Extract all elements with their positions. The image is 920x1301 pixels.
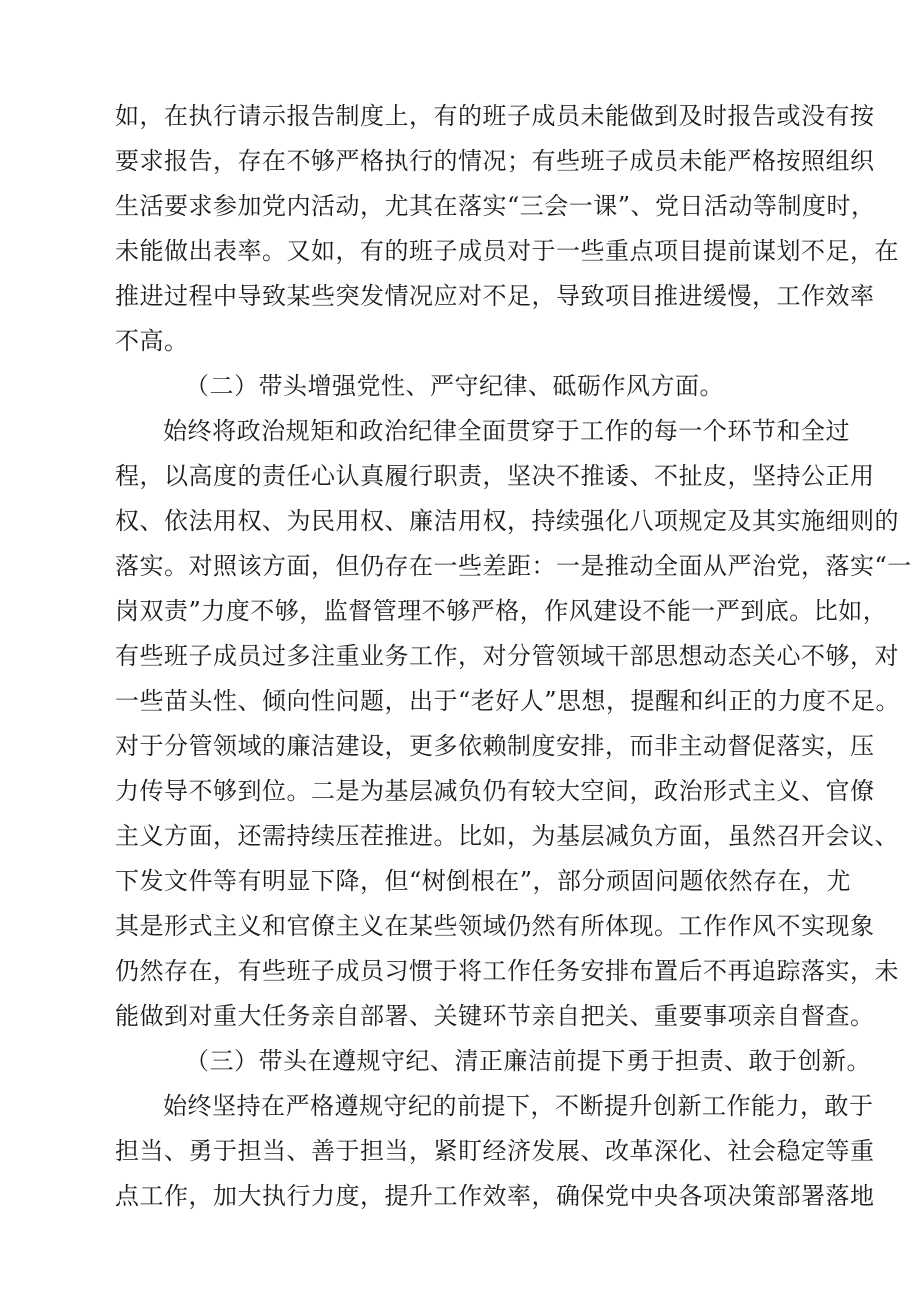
- text-line: 能做到对重大任务亲自部署、关键环节亲自把关、重要事项亲自督查。: [115, 1002, 875, 1030]
- section-heading-2: （二）带头增强党性、严守纪律、砥砺作风方面。: [185, 372, 724, 400]
- text-line: 力传导不够到位。二是为基层减负仍有较大空间，政治形式主义、官僚: [115, 777, 875, 805]
- text-line: 程，以高度的责任心认真履行职责，坚决不推诿、不扯皮，坚持公正用: [115, 462, 875, 490]
- text-line: 岗双责”力度不够，监督管理不够严格，作风建设不能一严到底。比如，: [115, 597, 888, 625]
- text-line: 权、依法用权、为民用权、廉洁用权，持续强化八项规定及其实施细则的: [115, 507, 899, 535]
- text-line: 点工作，加大执行力度，提升工作效率，确保党中央各项决策部署落地: [115, 1182, 875, 1210]
- text-line: 仍然存在，有些班子成员习惯于将工作任务安排布置后不再追踪落实，未: [115, 957, 899, 985]
- text-line: 其是形式主义和官僚主义在某些领域仍然有所体现。工作作风不实现象: [115, 912, 875, 940]
- paragraph-first-line: 始终将政治规矩和政治纪律全面贯穿于工作的每一个环节和全过: [163, 417, 850, 445]
- text-line: 不高。: [115, 327, 189, 355]
- text-line: 一些苗头性、倾向性问题，出于“老好人”思想，提醒和纠正的力度不足。: [115, 687, 901, 715]
- text-line: 对于分管领域的廉洁建设，更多依赖制度安排，而非主动督促落实，压: [115, 732, 875, 760]
- text-line: 下发文件等有明显下降，但“树倒根在”，部分顽固问题依然存在，尤: [115, 867, 852, 895]
- section-heading-3: （三）带头在遵规守纪、清正廉洁前提下勇于担责、敢于创新。: [185, 1047, 871, 1075]
- text-line: 未能做出表率。又如，有的班子成员对于一些重点项目提前谋划不足，在: [115, 237, 899, 265]
- text-line: 推进过程中导致某些突发情况应对不足，导致项目推进缓慢，工作效率: [115, 282, 875, 310]
- text-line: 担当、勇于担当、善于担当，紧盯经济发展、改革深化、社会稳定等重: [115, 1137, 875, 1165]
- text-line: 如，在执行请示报告制度上，有的班子成员未能做到及时报告或没有按: [115, 102, 875, 130]
- text-line: 落实。对照该方面，但仍存在一些差距：一是推动全面从严治党，落实“一: [115, 552, 912, 580]
- text-line: 生活要求参加党内活动，尤其在落实“三会一课”、党日活动等制度时，: [115, 192, 876, 220]
- text-line: 要求报告，存在不够严格执行的情况；有些班子成员未能严格按照组织: [115, 147, 875, 175]
- text-line: 有些班子成员过多注重业务工作，对分管领域干部思想动态关心不够，对: [115, 642, 899, 670]
- text-line: 主义方面，还需持续压茬推进。比如，为基层减负方面，虽然召开会议、: [115, 822, 899, 850]
- paragraph-first-line: 始终坚持在严格遵规守纪的前提下，不断提升创新工作能力，敢于: [163, 1092, 874, 1120]
